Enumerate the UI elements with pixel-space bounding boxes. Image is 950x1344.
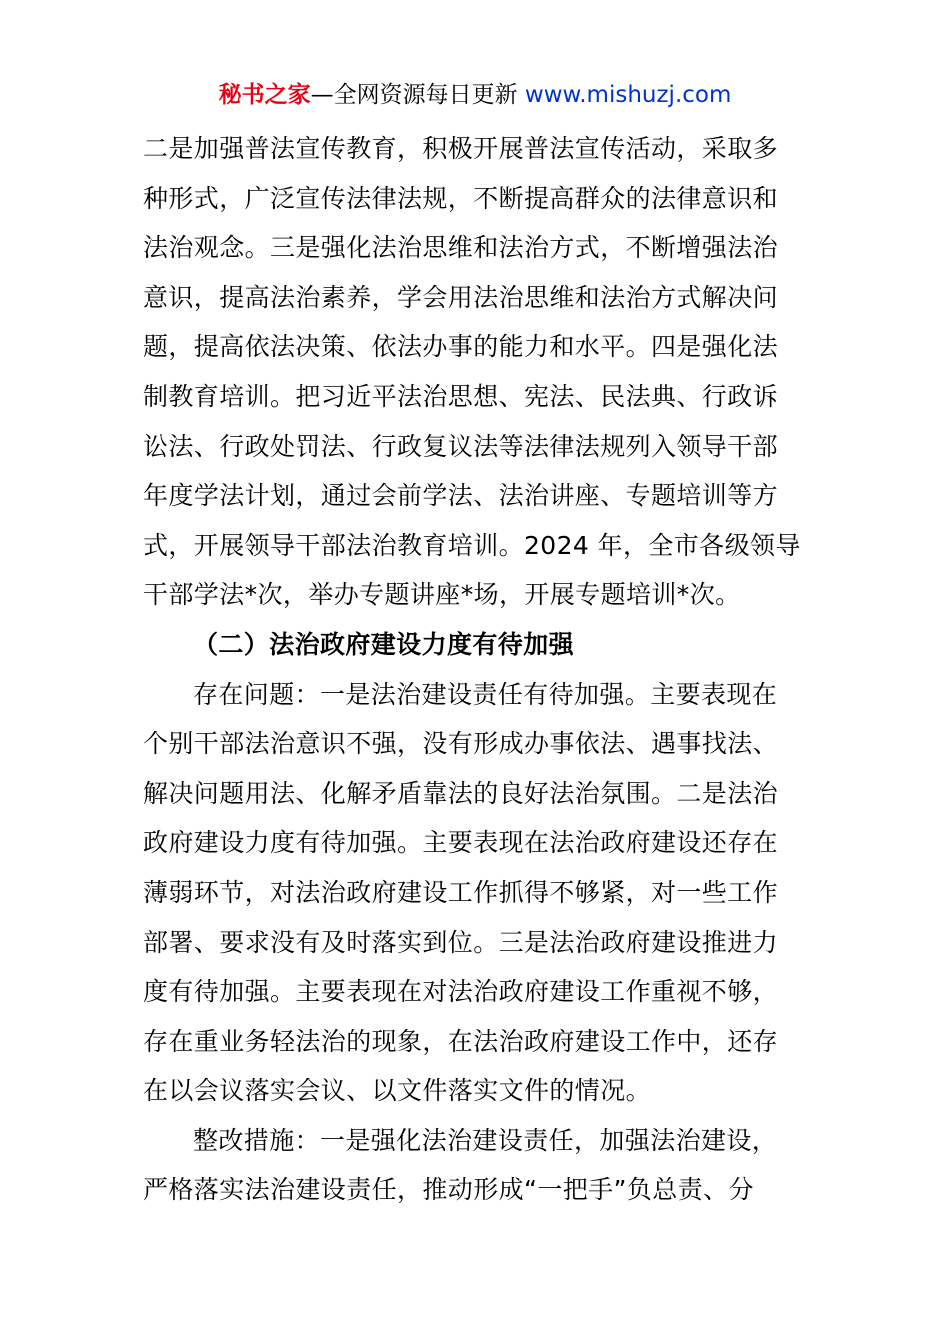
text-line: 干部学法*次，举办专题讲座*场，开展专题培训*次。 [143,580,741,610]
text-line: 法治观念。三是强化法治思维和法治方式，不断增强法治 [143,233,779,263]
text-line: 意识，提高法治素养，学会用法治思维和法治方式解决问 [143,282,779,312]
header-brand: 秘书之家 [218,82,311,108]
page-header [0,78,950,112]
paragraph-start-line: 存在问题：一是法治建设责任有待加强。主要表现在 [193,679,778,709]
text-line: 二是加强普法宣传教育，积极开展普法宣传活动，采取多 [143,134,779,163]
text-line: 部署、要求没有及时落实到位。三是法治政府建设推进力 [143,927,779,957]
header-tagline: —全网资源每日更新 [310,82,525,108]
text-line: 政府建设力度有待加强。主要表现在法治政府建设还存在 [143,828,779,858]
text-line: 种形式，广泛宣传法律法规，不断提高群众的法律意识和 [143,183,779,213]
text-line: 度有待加强。主要表现在对法治政府建设工作重视不够， [143,977,779,1007]
text-line: 年度学法计划，通过会前学法、法治讲座、专题培训等方 [143,481,779,511]
header-site-link[interactable]: www.mishuzj.com [524,82,732,108]
text-line: 存在重业务轻法治的现象，在法治政府建设工作中，还存 [143,1026,779,1056]
document-body [143,124,807,1215]
paragraph-start-line: 整改措施：一是强化法治建设责任，加强法治建设， [193,1125,778,1155]
text-line: 个别干部法治意识不强，没有形成办事依法、遇事找法、 [143,729,779,759]
section-heading: （二）法治政府建设力度有待加强 [193,629,575,659]
text-line: 式，开展领导干部法治教育培训。2024 年，全市各级领导 [143,530,801,560]
text-line: 讼法、行政处罚法、行政复议法等法律法规列入领导干部 [143,431,779,461]
text-line: 在以会议落实会议、以文件落实文件的情况。 [143,1076,652,1106]
text-line: 薄弱环节，对法治政府建设工作抓得不够紧，对一些工作 [143,877,779,907]
text-line: 严格落实法治建设责任，推动形成“一把手”负总责、分 [143,1175,754,1205]
text-line: 题，提高依法决策、依法办事的能力和水平。四是强化法 [143,332,779,362]
text-line: 解决问题用法、化解矛盾靠法的良好法治氛围。二是法治 [143,778,779,808]
text-line: 制教育培训。把习近平法治思想、宪法、民法典、行政诉 [143,381,779,411]
